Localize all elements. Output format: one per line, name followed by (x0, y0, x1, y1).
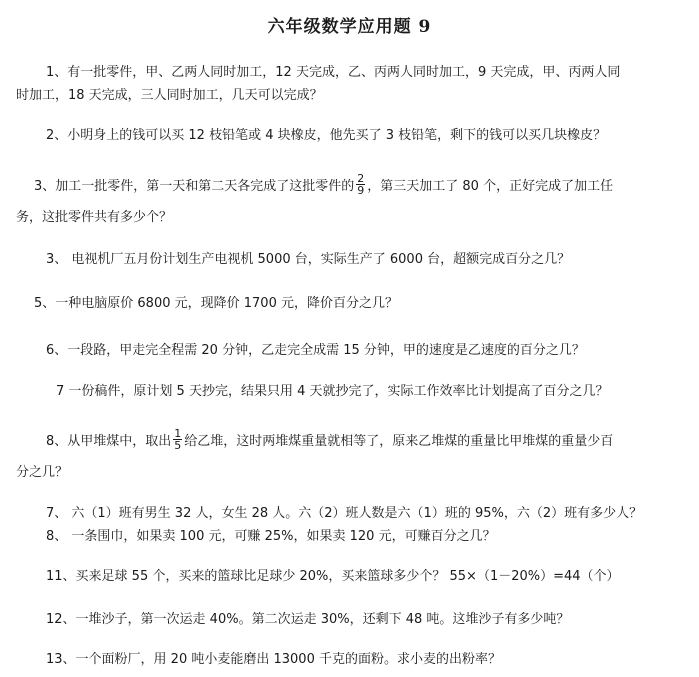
page-title: 六年级数学应用题 9 (267, 17, 432, 37)
question-1-line-1: 1、有一批零件，甲、乙两人同时加工，12 天完成，乙、丙两人同时加工，9 天完成，甲、丙两人同 (46, 65, 621, 80)
fraction-denominator: 9 (357, 184, 365, 197)
fraction-one-fifth (173, 428, 182, 451)
question-8a-line-1 (46, 427, 614, 453)
fraction-two-ninths (356, 173, 365, 196)
question-5: 5、一种电脑原价 6800 元，现降价 1700 元，降价百分之几？ (34, 296, 398, 311)
fraction-numerator: 1 (174, 427, 182, 440)
fraction-denominator: 5 (174, 439, 182, 452)
question-7a: 7 一份稿件，原计划 5 天抄完，结果只用 4 天就抄完了，实际工作效率比计划提高了百分之几？ (56, 384, 609, 399)
question-1-line-2: 时加工，18 天完成，三人同时加工，几天可以完成？ (16, 88, 323, 103)
question-11: 11、买来足球 55 个，买来的篮球比足球少 20%，买来篮球多少个？ 55×（1－20%）=44（个） (46, 569, 620, 584)
question-8a-text-after: 给乙堆，这时两堆煤重量就相等了，原来乙堆煤的重量比甲堆煤的重量少百 (184, 434, 614, 449)
question-7b: 7、 六（1）班有男生 32 人，女生 28 人。六（2）班人数是六（1）班的 95%，六（2）班有多少人？ (46, 506, 643, 521)
question-8a-text-before: 8、从甲堆煤中，取出 (46, 434, 172, 449)
question-3a-text-before: 3、加工一批零件，第一天和第二天各完成了这批零件的 (34, 179, 355, 194)
question-3a-text-after: ，第三天加工了 80 个，正好完成了加工任 (367, 179, 614, 194)
question-8a-line-2: 分之几？ (16, 465, 69, 480)
question-3a-line-1 (34, 172, 614, 198)
question-8b: 8、 一条围巾，如果卖 100 元，可赚 25%，如果卖 120 元，可赚百分之几？ (46, 529, 496, 544)
question-12: 12、一堆沙子，第一次运走 40%。第二次运走 30%，还剩下 48 吨。这堆沙子有多少吨？ (46, 612, 570, 627)
question-6: 6、一段路，甲走完全程需 20 分钟，乙走完全成需 15 分钟，甲的速度是乙速度的百分之几？ (46, 343, 585, 358)
question-2: 2、小明身上的钱可以买 12 枝铅笔或 4 块橡皮，他先买了 3 枝铅笔，剩下的钱可以买几块橡皮？ (46, 128, 607, 143)
question-3a-line-2: 务，这批零件共有多少个？ (16, 210, 173, 225)
question-13: 13、一个面粉厂，用 20 吨小麦能磨出 13000 千克的面粉。求小麦的出粉率？ (46, 652, 501, 667)
fraction-numerator: 2 (357, 172, 365, 185)
question-3b: 3、 电视机厂五月份计划生产电视机 5000 台，实际生产了 6000 台，超额完成百分之几？ (46, 252, 571, 267)
